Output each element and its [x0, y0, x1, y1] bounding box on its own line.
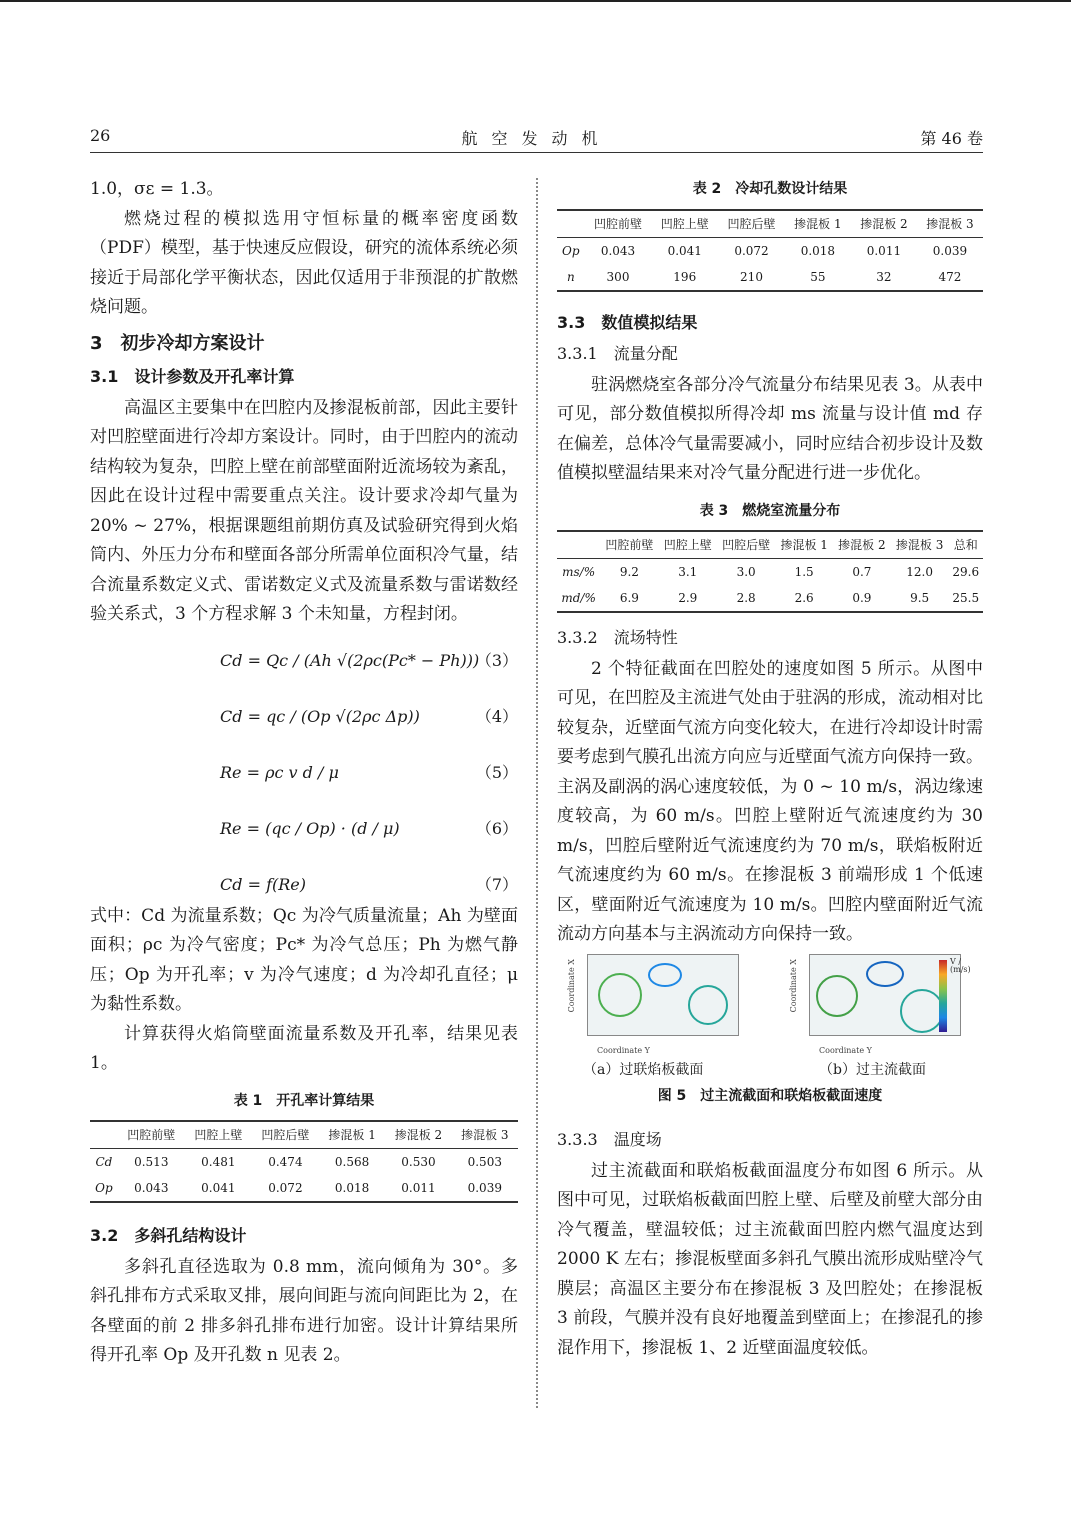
equation [90, 692, 518, 748]
left-column [90, 175, 518, 1371]
table-cell: 0.072 [268, 1181, 303, 1195]
equation-expr: Cd = qc / (Op √(2ρc Δp)) [220, 706, 420, 726]
paragraph: 计算获得火焰筒壁面流量系数及开孔率，结果见表 1。 [90, 1023, 518, 1073]
table-cell: ms/% [562, 565, 596, 579]
table-caption: 表 2 冷却孔数设计结果 [692, 181, 848, 197]
x-axis-label: Coordinate Y [597, 1045, 650, 1055]
table-cell: 0.018 [800, 243, 836, 258]
table-cell: Op [562, 243, 580, 258]
equation-expr: Re = ρc v d / μ [220, 762, 339, 782]
table-row [90, 1175, 518, 1202]
table-row [557, 559, 983, 586]
table-header: 总和 [949, 531, 984, 559]
paragraph: 1.0，σε = 1.3。 [90, 179, 224, 199]
table-cell: 0.039 [467, 1181, 502, 1195]
equation [90, 636, 518, 692]
right-column [557, 175, 983, 1363]
table-row [557, 585, 983, 612]
top-border [0, 0, 1071, 2]
y-axis-label: Coordinate X [567, 958, 576, 1012]
table-cell: 0.7 [852, 565, 872, 579]
table-header: 掺混板 2 [851, 210, 917, 238]
equation-expr: Cd = Qc / (Ah √(2ρc(Pc* − Ph))) [220, 650, 480, 670]
journal-title: 航空发动机 [461, 129, 612, 148]
table-cell: 3.0 [736, 565, 756, 579]
figure-caption: 图 5 过主流截面和联焰板截面速度 [657, 1087, 883, 1104]
table-header: 凹腔后壁 [717, 531, 775, 559]
x-axis-label: Coordinate Y [819, 1045, 872, 1055]
figure-subcaption-a: （a）过联焰板截面 [583, 1061, 704, 1078]
table-row [557, 264, 983, 291]
equation-number: （4） [475, 706, 518, 726]
table-cell: 1.5 [794, 565, 814, 579]
colorbar [939, 960, 947, 1032]
table-cell: 0.011 [401, 1181, 436, 1195]
subsection-heading: 3.1 设计参数及开孔率计算 [90, 367, 295, 386]
vortex-mark [816, 975, 858, 1017]
table-header: 凹腔前壁 [600, 531, 658, 559]
table-cell: md/% [561, 591, 596, 605]
vortex-mark [648, 963, 682, 987]
equations [90, 636, 518, 896]
table-cell: 0.474 [268, 1155, 303, 1169]
equation [90, 804, 518, 860]
table-header [90, 1121, 118, 1149]
table-cell: 0.503 [467, 1155, 502, 1169]
equation-number: （6） [475, 818, 518, 838]
paragraph: 过主流截面和联焰板截面温度分布如图 6 所示。从图中可见，过联焰板截面凹腔上壁、后壁及前壁大部分由冷气覆盖，壁温较低；过主流截面凹腔内燃气温度达到 2000 K 左右；掺混板壁面多斜孔气膜出流形成贴壁冷气膜层；高温区主要分布在掺混板 3 及凹腔处；在掺混板 3 前段，气膜并没有良好地覆盖到壁面上；在掺混孔的掺混作用下，掺混板 1、2 近壁面温度较低。 [557, 1160, 983, 1358]
table-cell: n [566, 269, 575, 284]
table-cell: 300 [606, 269, 630, 284]
volume-label: 第 46 卷 [920, 129, 983, 148]
table-cell: 55 [810, 269, 826, 284]
equation-number: （5） [475, 762, 518, 782]
paragraph: 驻涡燃烧室各部分冷气流量分布结果见表 3。从表中可见，部分数值模拟所得冷却 ms 流量与设计值 md 存在偏差，总体冷气量需要减小，同时应结合初步设计及数值模拟壁温结果来对冷气量分配进行进一步优化。 [557, 374, 983, 483]
vortex-mark [900, 989, 944, 1033]
table-header: 凹腔前壁 [585, 210, 652, 238]
table-header: 掺混板 1 [319, 1121, 385, 1149]
section-heading: 3 初步冷却方案设计 [90, 332, 265, 354]
velocity-plot-a [587, 954, 739, 1036]
table-header: 掺混板 2 [833, 531, 891, 559]
table-2 [557, 209, 983, 292]
table-header: 凹腔上壁 [651, 210, 718, 238]
table-cell: 9.5 [910, 591, 930, 605]
colorbar-title: V / (m/s) [950, 956, 971, 974]
subsubsection-heading: 3.3.3 温度场 [557, 1130, 662, 1149]
table-header: 掺混板 2 [385, 1121, 451, 1149]
vortex-mark [688, 985, 728, 1025]
paragraph: 多斜孔直径选取为 0.8 mm，流向倾角为 30°。多斜孔排布方式采取叉排，展向间距与流向间距比为 2，在各壁面的前 2 排多斜孔排布进行加密。设计计算结果所得开孔率 Op 及开孔数 n 见表 2。 [90, 1256, 518, 1365]
header-rule [90, 152, 983, 153]
table-header: 凹腔前壁 [118, 1121, 185, 1149]
table-1 [90, 1120, 518, 1203]
table-cell: 210 [740, 269, 763, 284]
table-cell: 0.9 [852, 591, 872, 605]
table-cell: 0.011 [866, 243, 902, 258]
paragraph: 高温区主要集中在凹腔内及掺混板前部，因此主要针对凹腔壁面进行冷却方案设计。同时，由于凹腔内的流动结构较为复杂，凹腔上壁在前部壁面附近流场较为紊乱，因此在设计过程中需要重点关注。设计要求冷却气量为 20% ~ 27%，根据课题组前期仿真及试验研究得到火焰筒内、外压力分布和壁面各部分所需单位面积冷气量，结合流量系数定义式、雷诺数定义式及流量系数与雷诺数经验关系式，3 个方程求解 3 个未知量，方程封闭。 [90, 397, 518, 624]
column-divider [536, 178, 538, 1408]
table-cell: 0.041 [201, 1181, 236, 1195]
paragraph: 2 个特征截面在凹腔处的速度如图 5 所示。从图中可见，在凹腔及主流进气处由于驻涡的形成，流动相对比较复杂，近壁面气流方向变化较大，在进行冷却设计时需要考虑到气膜孔出流方向应与近壁面气流方向保持一致。主涡及副涡的涡心速度较低，为 0 ~ 10 m/s，涡边缘速度较高，为 60 m/s。凹腔上壁附近气流速度约为 30 m/s，凹腔后壁附近气流速度约为 70 m/s，联焰板附近气流速度约为 60 m/s。在掺混板 3 前端形成 1 个低速区，壁面附近气流速度为 10 m/s。凹腔内壁面附近气流流动方向基本与主涡流动方向保持一致。 [557, 658, 983, 944]
table-header: 掺混板 3 [917, 210, 983, 238]
equation-expr: Re = (qc / Op) · (d / μ) [220, 818, 400, 838]
table-cell: 472 [938, 269, 962, 284]
figure-panel-a [557, 954, 757, 1055]
table-cell: 0.513 [134, 1155, 169, 1169]
table-header: 凹腔上壁 [185, 1121, 252, 1149]
table-header: 凹腔后壁 [252, 1121, 319, 1149]
figure-5 [557, 954, 983, 1082]
table-cell: 0.043 [134, 1181, 169, 1195]
equation-number: （3） [475, 650, 518, 670]
table-3 [557, 530, 983, 613]
table-cell: 0.043 [600, 243, 636, 258]
equation-expr: Cd = f(Re) [220, 874, 306, 894]
table-row [90, 1149, 518, 1176]
table-cell: 0.568 [334, 1155, 370, 1169]
table-cell: 2.9 [678, 591, 698, 605]
table-cell: 2.6 [794, 591, 814, 605]
table-header: 凹腔后壁 [718, 210, 785, 238]
table-cell: 0.481 [201, 1155, 236, 1169]
equation [90, 860, 518, 896]
table-row [557, 237, 983, 264]
table-header: 掺混板 1 [775, 531, 833, 559]
table-cell: 2.8 [736, 591, 756, 605]
y-axis-label: Coordinate X [789, 958, 798, 1012]
equation [90, 748, 518, 804]
figure-panel-b [779, 954, 979, 1055]
table-header: 凹腔上壁 [659, 531, 717, 559]
table-header [557, 531, 600, 559]
table-cell: 32 [876, 269, 892, 284]
table-cell: Op [95, 1181, 113, 1195]
equation-number: （7） [475, 874, 518, 894]
table-cell: 0.039 [932, 243, 968, 258]
table-caption: 表 3 燃烧室流量分布 [699, 502, 841, 519]
table-cell: 29.6 [952, 565, 980, 579]
table-cell: 0.041 [667, 243, 702, 258]
table-cell: 12.0 [906, 565, 933, 579]
page-header [90, 126, 983, 152]
subsection-heading: 3.2 多斜孔结构设计 [90, 1226, 247, 1245]
vortex-mark [598, 973, 642, 1017]
subsubsection-heading: 3.3.2 流场特性 [557, 628, 678, 647]
figure-subcaption-b: （b）过主流截面 [819, 1061, 926, 1078]
table-cell: 25.5 [952, 591, 980, 605]
table-cell: 0.018 [334, 1181, 370, 1195]
table-cell: Cd [95, 1155, 113, 1169]
table-header: 掺混板 3 [452, 1121, 518, 1149]
paragraph: 式中：Cd 为流量系数；Qc 为冷气质量流量；Ah 为壁面面积；ρc 为冷气密度；Pc* 为冷气总压；Ph 为燃气静压；Op 为开孔率；v 为冷气速度；d 为冷却孔直径；μ 为黏性系数。 [90, 905, 518, 1014]
table-cell: 6.9 [619, 591, 639, 605]
table-cell: 196 [673, 269, 697, 284]
subsection-heading: 3.3 数值模拟结果 [557, 312, 698, 332]
table-cell: 3.1 [678, 565, 698, 579]
paragraph: 燃烧过程的模拟选用守恒标量的概率密度函数（PDF）模型，基于快速反应假设，研究的流体系统必须接近于局部化学平衡状态，因此仅适用于非预混的扩散燃烧问题。 [90, 208, 518, 317]
vortex-mark [866, 961, 904, 987]
table-cell: 0.072 [734, 243, 769, 258]
table-cell: 9.2 [619, 565, 639, 579]
table-header [557, 210, 585, 238]
page-number: 26 [90, 126, 111, 145]
table-header: 掺混板 1 [785, 210, 851, 238]
table-caption: 表 1 开孔率计算结果 [233, 1092, 375, 1109]
subsubsection-heading: 3.3.1 流量分配 [557, 344, 678, 363]
table-header: 掺混板 3 [891, 531, 949, 559]
table-cell: 0.530 [401, 1155, 436, 1169]
